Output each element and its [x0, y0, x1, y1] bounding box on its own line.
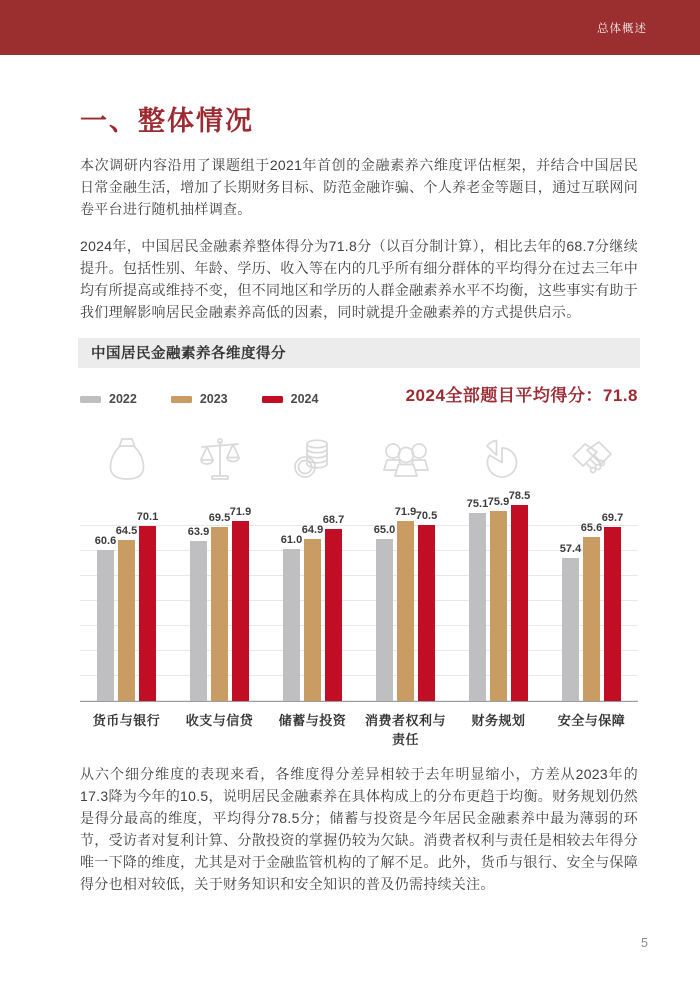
category-label-收支与信贷: 收支与信贷 — [185, 713, 254, 728]
category-label-财务规划: 财务规划 — [471, 713, 526, 728]
header-bar — [0, 0, 700, 55]
legend-item-2022 — [80, 392, 137, 406]
bar-value-label: 69.7 — [601, 511, 624, 524]
chart-legend-row — [80, 381, 638, 406]
bar-2024-消费者权利与责任 — [415, 509, 438, 701]
bar-value-label: 75.9 — [487, 496, 510, 509]
bar-value-label: 60.6 — [94, 534, 117, 547]
legend-item-2023 — [171, 392, 228, 406]
people-icon — [359, 434, 452, 484]
category-label-安全与保障: 安全与保障 — [557, 713, 626, 728]
category-labels-row — [80, 710, 638, 748]
bar-group-货币与银行 — [80, 502, 173, 701]
bar-2022-财务规划 — [466, 498, 489, 701]
bar-value-label: 64.5 — [115, 524, 138, 537]
bar-value-label: 69.5 — [208, 512, 231, 525]
bar-2024-货币与银行 — [136, 510, 159, 701]
bar-2022-消费者权利与责任 — [373, 523, 396, 702]
legend-swatch-2024 — [262, 396, 283, 403]
category-label-货币与银行: 货币与银行 — [92, 713, 161, 728]
bar-2023-安全与保障 — [580, 522, 603, 701]
bar-value-label: 61.0 — [280, 533, 303, 546]
coins-icon — [266, 434, 359, 484]
bar-2022-储蓄与投资 — [280, 533, 303, 702]
category-label-储蓄与投资: 储蓄与投资 — [278, 713, 347, 728]
paragraph-overall-score: 2024年，中国居民金融素养整体得分为71.8分（以百分制计算），相比去年的68.7分继续提升。包括性别、年龄、学历、收入等在内的几乎所有细分群体的平均得分在过去三年中均有所提高或维持不变，但不同地区和学历的人群金融素养水平不均衡，这些事实有助于我们理解影响居民金融素养高低的因素，同时就提升金融素养的方式提供启示。 — [80, 238, 638, 320]
bar-2023-财务规划 — [487, 496, 510, 701]
bar-value-label: 64.9 — [301, 523, 324, 536]
pie-chart-icon — [452, 434, 545, 484]
bar-value-label: 71.9 — [394, 506, 417, 519]
paragraph-dimension-analysis: 从六个细分维度的表现来看，各维度得分差异相较于去年明显缩小，方差从2023年的17.3降为今年的10.5，说明居民金融素养在具体构成上的分布更趋于均衡。财务规划仍然是得分最高的维度，平均得分78.5分；储蓄与投资是今年居民金融素养中最为薄弱的环节，受访者对复利计算、分散投资的掌握仍较为欠缺。消费者权利与责任是相较去年得分唯一下降的维度，尤其是对于金融监管机构的了解不足。此外，货币与银行、安全与保障得分也相对较低，关于财务知识和安全知识的普及仍需持续关注。 — [80, 766, 638, 892]
bar-value-label: 70.1 — [136, 510, 159, 523]
bar-2024-收支与信贷 — [229, 506, 252, 701]
legend-swatch-2022 — [80, 396, 101, 403]
bar-value-label: 70.5 — [415, 509, 438, 522]
legend-swatch-2023 — [171, 396, 192, 403]
category-label-消费者权利与责任: 消费者权利与责任 — [364, 713, 446, 747]
bar-2023-储蓄与投资 — [301, 523, 324, 701]
bar-2024-储蓄与投资 — [322, 514, 345, 701]
bar-group-消费者权利与责任 — [359, 502, 452, 701]
legend-label: 2022 — [109, 392, 137, 406]
bar-2023-消费者权利与责任 — [394, 506, 417, 701]
bar-2023-收支与信贷 — [208, 512, 231, 701]
page-title: 一、整体情况 — [80, 106, 254, 136]
header-section-label: 总体概述 — [597, 22, 647, 35]
bar-2022-安全与保障 — [559, 542, 582, 702]
legend-label: 2024 — [290, 392, 319, 406]
bar-2022-货币与银行 — [94, 534, 117, 702]
bar-group-储蓄与投资 — [266, 502, 359, 701]
handshake-icon — [545, 434, 638, 484]
bar-2022-收支与信贷 — [187, 526, 210, 701]
bar-2024-财务规划 — [508, 489, 531, 701]
bar-value-label: 78.5 — [508, 489, 531, 502]
bar-group-财务规划 — [452, 489, 545, 701]
bar-group-收支与信贷 — [173, 502, 266, 701]
bar-value-label: 71.9 — [229, 506, 252, 519]
chart-panel-title: 中国居民金融素养各维度得分 — [78, 338, 640, 368]
legend-item-2024 — [262, 392, 319, 406]
chart-legend — [80, 392, 352, 406]
average-score-note: 2024全部题目平均得分：71.8 — [405, 386, 638, 405]
bar-2023-货币与银行 — [115, 524, 138, 701]
bar-value-label: 65.6 — [580, 522, 603, 534]
legend-label: 2023 — [199, 392, 228, 406]
dimension-icons-row — [80, 434, 638, 484]
bar-value-label: 57.4 — [559, 542, 582, 555]
paragraph-intro: 本次调研内容沿用了课题组于2021年首创的金融素养六维度评估框架，并结合中国居民日常金融生活，增加了长期财务目标、防范金融诈骗、个人养老金等题目，通过互联网问卷平台进行随机抽样调查。 — [80, 157, 638, 217]
content-column — [0, 103, 700, 895]
bar-group-安全与保障 — [545, 502, 638, 701]
money-bag-icon — [80, 434, 173, 484]
bar-value-label: 63.9 — [187, 526, 210, 539]
scales-icon — [173, 434, 266, 484]
page-number: 5 — [641, 936, 648, 950]
bar-2024-安全与保障 — [601, 511, 624, 701]
bar-chart-plot — [80, 489, 638, 702]
bar-value-label: 65.0 — [373, 523, 396, 536]
bar-value-label: 68.7 — [322, 514, 345, 527]
bar-value-label: 75.1 — [466, 498, 489, 511]
